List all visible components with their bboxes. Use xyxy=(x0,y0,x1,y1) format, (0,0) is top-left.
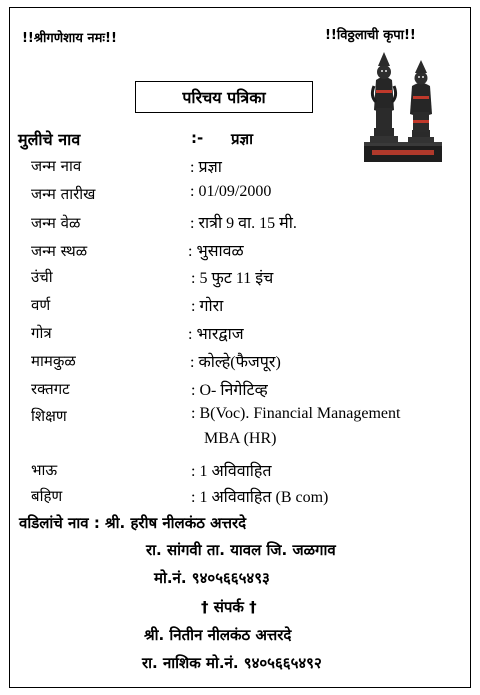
vitthal-rukmini-idol-image xyxy=(362,50,444,166)
contact-address-phone: रा. नाशिक मो.नं. ९४०५६६५४९२ xyxy=(142,654,322,672)
birth-date-value: : 01/09/2000 xyxy=(190,183,272,200)
birth-name-label: जन्म नाव xyxy=(31,157,82,175)
birth-place-label: जन्म स्थळ xyxy=(31,242,88,260)
sister-label: बहिण xyxy=(31,487,63,505)
sister-value: : 1 अविवाहित (B com) xyxy=(191,489,329,506)
height-value: : 5 फुट 11 इंच xyxy=(191,270,274,287)
blood-group-value: : O- निगेटिव्ह xyxy=(191,382,268,399)
contact-heading: † संपर्क † xyxy=(201,598,257,616)
page-title: परिचय पत्रिका xyxy=(135,81,313,113)
height-label: उंची xyxy=(31,268,53,286)
brother-value: : 1 अविवाहित xyxy=(191,463,272,480)
birth-date-label: जन्म तारीख xyxy=(31,185,96,203)
education-value: : B(Voc). Financial Management xyxy=(191,405,401,422)
ganesh-blessing: !!श्रीगणेशाय नमः!! xyxy=(22,31,117,46)
complexion-label: वर्ण xyxy=(31,296,51,314)
bride-name-label: मुलीचे नाव xyxy=(18,130,81,149)
bride-name-value: प्रज्ञा xyxy=(231,130,254,148)
blood-group-label: रक्तगट xyxy=(31,380,70,398)
bride-name-separator: :- xyxy=(191,129,204,147)
gotra-label: गोत्र xyxy=(31,324,52,342)
father-name: वडिलांचे नाव : श्री. हरीष नीलकंठ अत्तरदे xyxy=(19,514,247,532)
education-label: शिक्षण xyxy=(31,407,67,425)
birth-time-label: जन्म वेळ xyxy=(31,214,81,232)
birth-place-value: : भुसावळ xyxy=(188,243,244,260)
biodata-page xyxy=(9,7,471,688)
birth-time-value: : रात्री 9 वा. 15 मी. xyxy=(190,215,297,232)
complexion-value: : गोरा xyxy=(191,298,224,315)
father-address: रा. सांगवी ता. यावल जि. जळगाव xyxy=(146,541,336,559)
mamkul-label: मामकुळ xyxy=(31,352,76,370)
education-value-line2: MBA (HR) xyxy=(204,430,277,447)
gotra-value: : भारद्वाज xyxy=(188,326,244,343)
father-phone: मो.नं. ९४०५६६५४९३ xyxy=(154,569,270,587)
contact-name: श्री. नितीन नीलकंठ अत्तरदे xyxy=(144,626,292,644)
birth-name-value: : प्रज्ञा xyxy=(190,159,222,176)
mamkul-value: : कोल्हे(फैजपूर) xyxy=(190,354,281,371)
vitthal-blessing: !!विठ्ठलाची कृपा!! xyxy=(325,28,416,43)
brother-label: भाऊ xyxy=(31,461,58,479)
